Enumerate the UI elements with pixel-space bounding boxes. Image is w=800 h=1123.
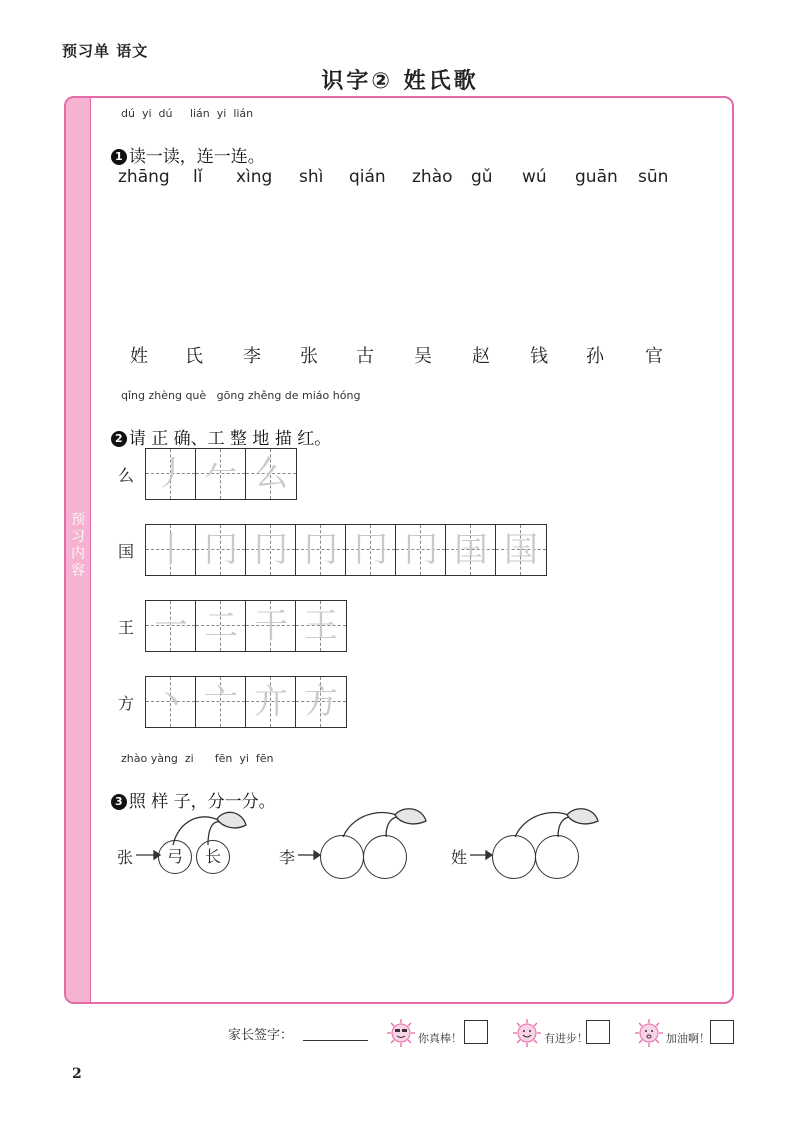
trace-stroke: 国 [504,530,538,570]
trace-char-label: 方 [118,694,135,713]
pinyin-word: gǔ [471,167,493,187]
sticker-cheer [634,1018,664,1052]
progress-checkbox[interactable] [586,1020,610,1044]
trace-stroke: 丿 [154,454,188,494]
cheer-checkbox[interactable] [710,1020,734,1044]
pinyin-word: zhāng [118,167,170,187]
trace-char-label: 么 [118,466,135,485]
sun-sunglasses-icon [386,1018,416,1048]
tracing-grid [145,676,347,728]
trace-char-label: 国 [118,542,135,561]
tracing-cell[interactable] [196,601,246,651]
answer-circle[interactable] [363,835,407,879]
sticker-great [386,1018,416,1052]
great-checkbox[interactable] [464,1020,488,1044]
q1-pinyin: dú yi dú lián yi lián [121,107,254,120]
trace-stroke: 冂 [304,530,338,570]
component-circle: 弓 [158,840,192,874]
sidebar-label-char: 习 [71,529,85,545]
cherry-stems-2 [343,809,426,837]
tracing-cell[interactable] [246,525,296,575]
q3-number: 3 [111,794,127,810]
header-subject: 预习单 语文 [62,42,149,60]
pinyin-word: qián [349,167,386,187]
pinyin-word: xìng [236,167,273,187]
sun-cheer-icon [634,1018,664,1048]
page-title: 识字② 姓氏歌 [321,69,479,94]
tracing-cell[interactable] [246,449,296,499]
pinyin-word: zhào [412,167,453,187]
sticker-cheer-text: 加油啊！ [666,1032,710,1045]
trace-stroke: 冂 [354,530,388,570]
tracing-cell[interactable] [396,525,446,575]
tracing-cell[interactable] [196,525,246,575]
tracing-cell[interactable] [246,677,296,727]
page-number: 2 [72,1066,82,1082]
surname-character: 官 [645,346,663,367]
surname-character: 古 [356,346,374,367]
trace-stroke: 亣 [254,682,288,722]
tracing-cell[interactable] [346,525,396,575]
pinyin-word: sūn [638,167,669,187]
pinyin-word: lǐ [193,167,203,187]
pinyin-word: guān [575,167,618,187]
trace-char-label: 王 [118,618,135,637]
trace-stroke: 干 [254,606,288,646]
pinyin-word: shì [299,167,324,187]
surname-character: 氏 [185,346,203,367]
tracing-grid [145,524,547,576]
split-char-label: 李 [279,848,296,867]
trace-stroke: 二 [204,606,238,646]
trace-stroke: 冂 [204,530,238,570]
component-circle: 长 [196,840,230,874]
trace-stroke: 亠 [204,682,238,722]
sun-smile-icon [512,1018,542,1048]
trace-stroke: 丶 [154,682,188,722]
surname-character: 孙 [586,346,604,367]
tracing-cell[interactable] [196,449,246,499]
sidebar-label-char: 容 [71,563,85,579]
trace-stroke: 方 [304,682,338,722]
trace-stroke: 丨 [154,530,188,570]
sticker-great-text: 你真棒！ [418,1032,462,1045]
trace-stroke: 王 [304,606,338,646]
surname-character: 张 [300,346,318,367]
signature-label: 家长签字： [228,1028,294,1043]
surname-character: 吴 [414,346,432,367]
q1-text: 读一读，连一连。 [128,147,265,167]
tracing-grid [145,448,297,500]
surname-character: 李 [243,346,261,367]
pinyin-word: wú [522,167,547,187]
signature-line[interactable] [303,1040,368,1041]
sticker-progress [512,1018,542,1052]
trace-stroke: 囯 [454,530,488,570]
trace-stroke: 𠂉 [204,454,238,494]
tracing-cell[interactable] [296,677,346,727]
tracing-cell[interactable] [146,677,196,727]
answer-circle[interactable] [492,835,536,879]
sidebar-label-char: 内 [71,546,85,562]
split-char-label: 张 [117,848,134,867]
q3-text: 照 样 子，分一分。 [128,792,276,812]
sticker-progress-text: 有进步！ [544,1032,588,1045]
trace-stroke: 冂 [254,530,288,570]
sidebar-label [66,512,90,580]
surname-character: 钱 [530,346,548,367]
tracing-cell[interactable] [146,525,196,575]
trace-stroke: 冂 [404,530,438,570]
tracing-cell[interactable] [296,525,346,575]
tracing-cell[interactable] [246,601,296,651]
tracing-cell[interactable] [496,525,546,575]
answer-circle[interactable] [535,835,579,879]
tracing-cell[interactable] [196,677,246,727]
tracing-cell[interactable] [146,601,196,651]
surname-character: 赵 [472,346,490,367]
surname-character: 姓 [130,346,148,367]
q1-number: 1 [111,149,127,165]
trace-stroke: 么 [254,454,288,494]
tracing-cell[interactable] [146,449,196,499]
answer-circle[interactable] [320,835,364,879]
q2-number: 2 [111,431,127,447]
tracing-cell[interactable] [446,525,496,575]
tracing-cell[interactable] [296,601,346,651]
q1-heading [100,122,265,167]
sidebar-label-char: 预 [71,512,85,528]
q2-pinyin: qǐng zhèng què gōng zhěng de miáo hóng [121,389,361,402]
cherry-stems-3 [515,809,598,837]
trace-stroke: 一 [154,606,188,646]
q3-pinyin: zhào yàng zi fēn yi fēn [121,752,274,765]
q2-heading [100,404,331,449]
tracing-grid [145,600,347,652]
q2-text: 请 正 确、工 整 地 描 红。 [128,429,332,449]
split-char-label: 姓 [451,848,468,867]
